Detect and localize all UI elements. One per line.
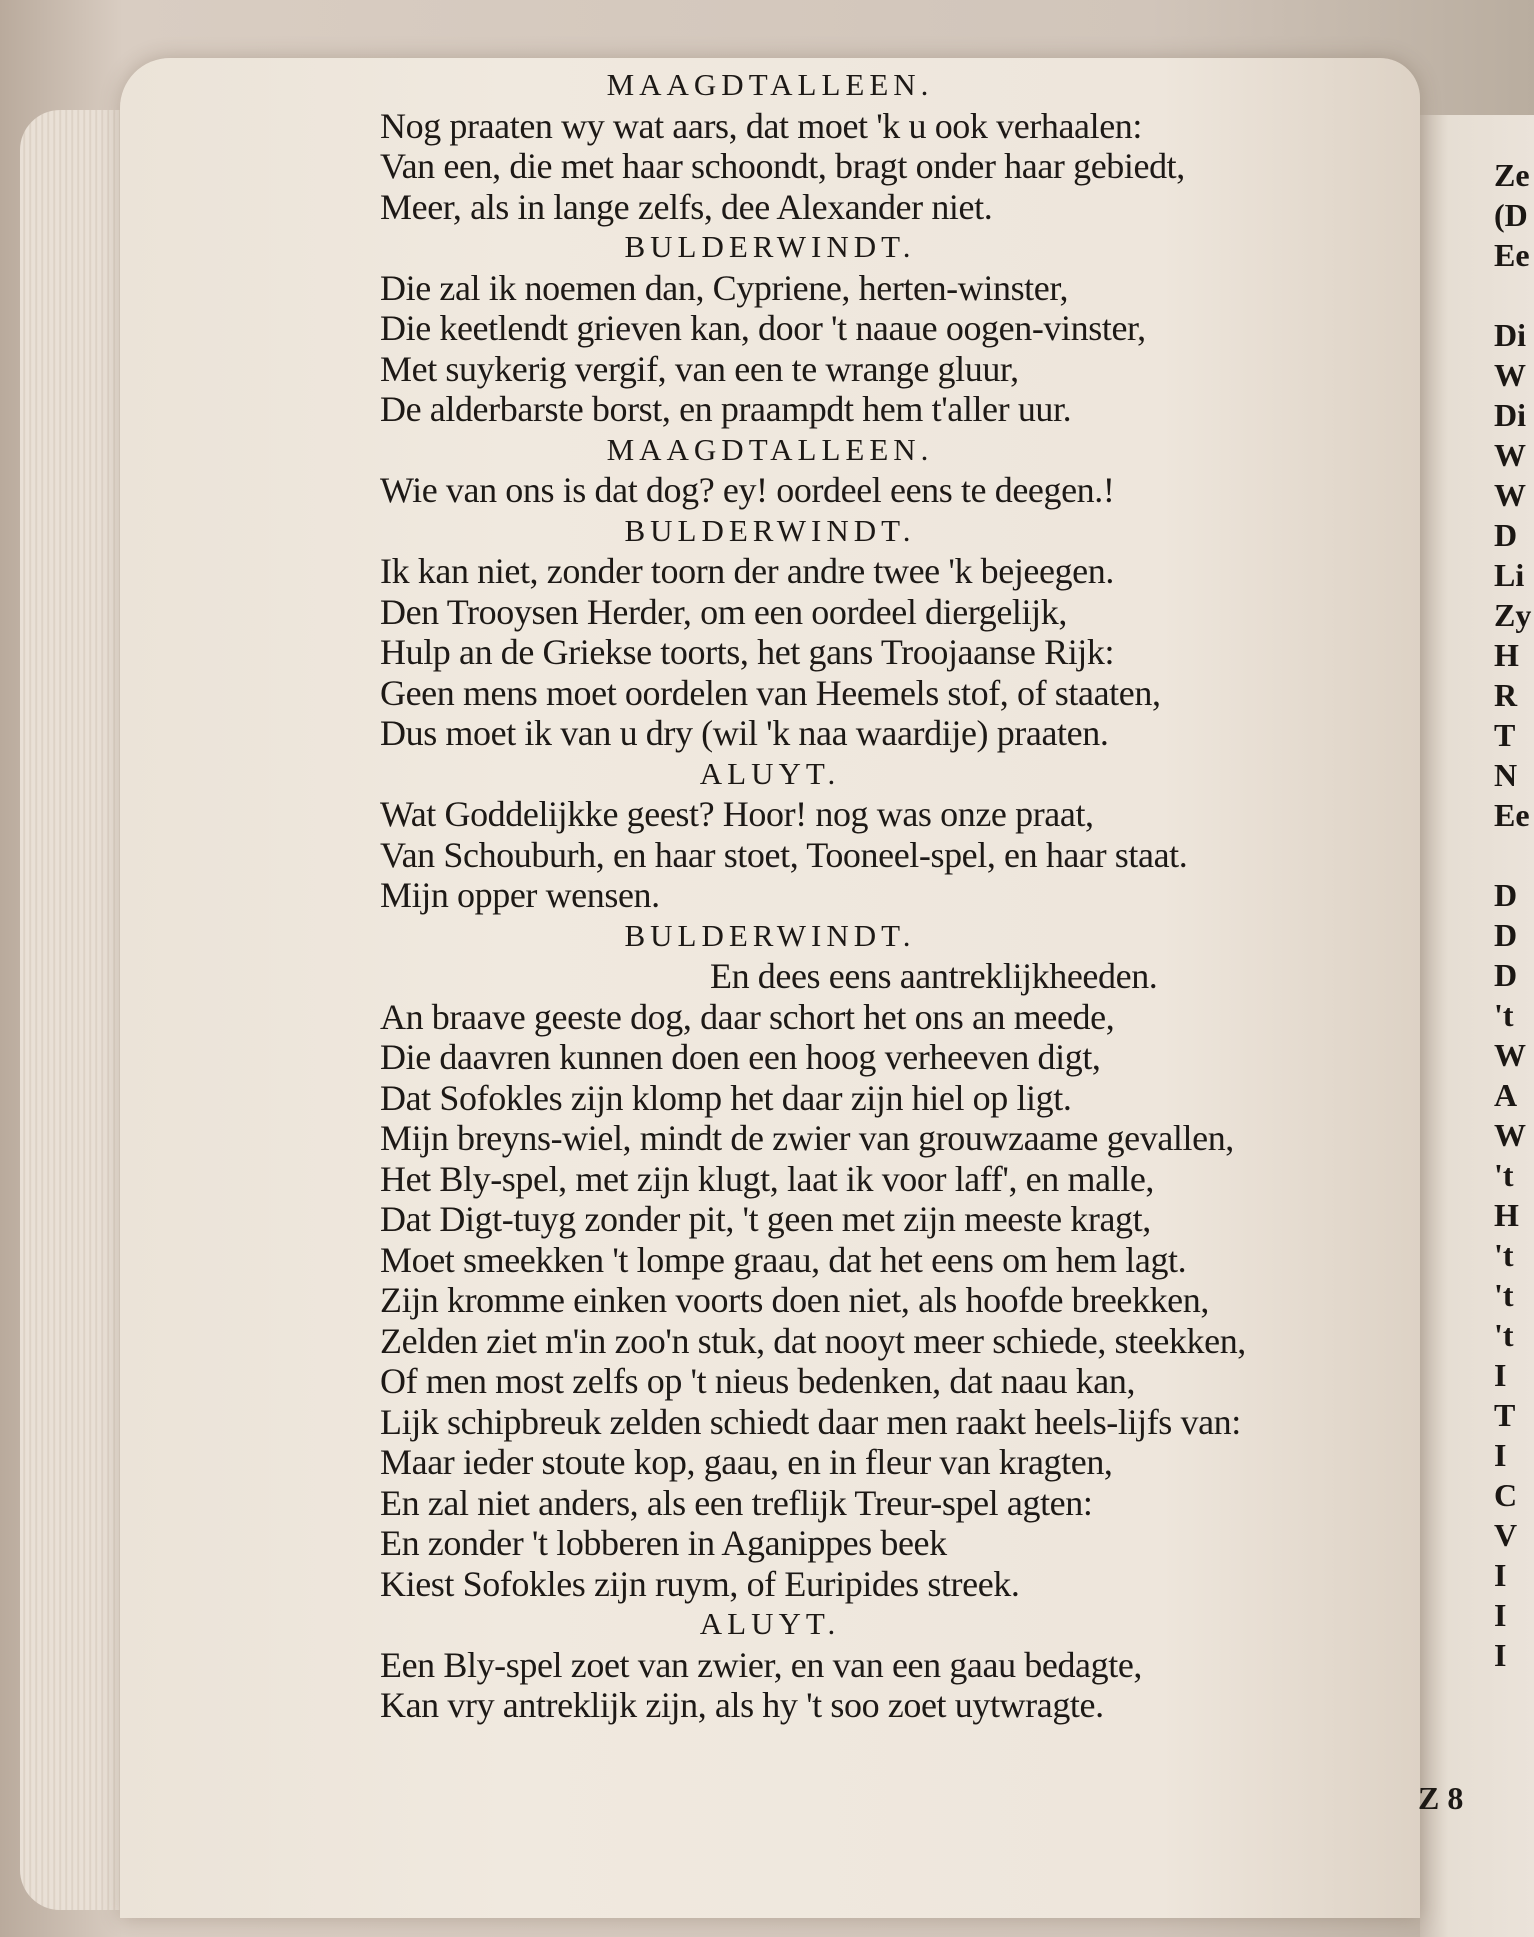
verse-line: Een Bly-spel zoet van zwier, en van een gaau bedagte, [380, 1644, 1143, 1685]
facing-page-text [1494, 155, 1534, 1855]
speaker-name: BULDERWINDT. [624, 512, 916, 548]
verse-line: Hulp an de Griekse toorts, het gans Troojaanse Rijk: [380, 632, 1115, 672]
facing-page-line-start: V [1494, 1517, 1518, 1553]
verse-line: Dat Digt-tuyg zonder pit, 't geen met zijn meeste kragt, [380, 1199, 1151, 1239]
facing-page-line-start: Li [1494, 557, 1525, 593]
facing-page-line-start: D [1494, 877, 1518, 913]
facing-page-line-start: A [1494, 1077, 1518, 1113]
facing-page-line-start: 't [1494, 997, 1514, 1033]
verse-line: Wat Goddelijkke geest? Hoor! nog was onze praat, [380, 794, 1094, 834]
verse-line: Die daavren kunnen doen een hoog verheeven digt, [380, 1037, 1101, 1077]
facing-page-line-start: D [1494, 957, 1518, 993]
verse-line: En zonder 't lobberen in Aganippes beek [380, 1523, 947, 1563]
verse-line: Kan vry antreklijk zijn, als hy 't soo zoet uytwragte. [380, 1685, 1104, 1725]
speaker-name: BULDERWINDT. [624, 917, 916, 953]
facing-page-line-start: H [1494, 637, 1519, 673]
facing-page-line-start: I [1494, 1597, 1507, 1633]
facing-page-line-start: 't [1494, 1317, 1514, 1353]
facing-page-line-start: R [1494, 677, 1518, 713]
verse-line: Dus moet ik van u dry (wil 'k naa waardije) praaten. [380, 713, 1109, 753]
verse-line: Maar ieder stoute kop, gaau, en in fleur van kragten, [380, 1442, 1113, 1482]
verse-line: Ik kan niet, zonder toorn der andre twee 'k bejeegen. [380, 551, 1114, 591]
verse-line: Mijn breyns-wiel, mindt de zwier van grouwzaame gevallen, [380, 1118, 1234, 1158]
facing-page-line-start: I [1494, 1637, 1507, 1673]
facing-page-line-start: (D [1494, 197, 1528, 233]
facing-page-line-start [1494, 275, 1534, 315]
facing-page-line-start: I [1494, 1557, 1507, 1593]
verse-line: Het Bly-spel, met zijn klugt, laat ik voor laff', en malle, [380, 1158, 1155, 1199]
verse-line: Of men most zelfs op 't nieus bedenken, dat naau kan, [380, 1361, 1136, 1401]
facing-page-line-start: H [1494, 1197, 1519, 1233]
verse-line: Den Trooysen Herder, om een oordeel diergelijk, [380, 591, 1067, 632]
running-header: MAAGDTALLEEN. [606, 67, 934, 102]
verse-line: Moet smeekken 't lompe graau, dat het eens om hem lagt. [380, 1239, 1187, 1280]
verse-line: Van Schouburh, en haar stoet, Tooneel-spel, en haar staat. [380, 834, 1188, 875]
verse-line: Zijn kromme einken voorts doen niet, als hoofde breekken, [380, 1280, 1209, 1320]
speaker-name: BULDERWINDT. [624, 229, 916, 264]
verse-line: Kiest Sofokles zijn ruym, of Euripides streek. [380, 1563, 1020, 1604]
verse-line: Mijn opper wensen. [380, 875, 660, 915]
facing-page-line-start: C [1494, 1477, 1518, 1513]
verse-line: De alderbarste borst, en praampdt hem t'aller uur. [380, 389, 1072, 429]
facing-page-line-start: I [1494, 1357, 1507, 1393]
facing-page-line-start: Ee [1494, 797, 1530, 833]
verse-line: Van een, die met haar schoondt, bragt onder haar gebiedt, [380, 146, 1185, 186]
speaker-name: ALUYT. [699, 1606, 841, 1641]
verse-line: En dees eens aantreklijkheeden. [710, 956, 1158, 996]
verse-line: An braave geeste dog, daar schort het ons an meede, [380, 996, 1115, 1037]
verse-lines [380, 106, 1420, 1726]
facing-page-line-start: T [1494, 717, 1516, 753]
facing-page-line-start: 't [1494, 1277, 1514, 1313]
speaker-name: ALUYT. [699, 755, 841, 791]
verse-line: Meer, als in lange zelfs, dee Alexander niet. [380, 186, 993, 227]
facing-page-line-start: D [1494, 917, 1518, 953]
facing-page-line-start: W [1494, 437, 1526, 473]
facing-page-line-start: W [1494, 477, 1526, 513]
facing-page-line-start: Di [1494, 317, 1526, 353]
facing-page-line-start: 't [1494, 1237, 1514, 1273]
facing-page-line-start: Di [1494, 397, 1526, 433]
verse-line: Zelden ziet m'in zoo'n stuk, dat nooyt meer schiede, steekken, [380, 1320, 1246, 1361]
verse-line: Die keetlendt grieven kan, door 't naaue oogen-vinster, [380, 308, 1146, 348]
verse-line: Lijk schipbreuk zelden schiedt daar men raakt heels-lijfs van: [380, 1401, 1241, 1442]
verse-line: En zal niet anders, als een treflijk Treur-spel agten: [380, 1482, 1093, 1523]
verse-line: Wie van ons is dat dog? ey! oordeel eens te deegen.! [380, 470, 1115, 510]
page-text-block [380, 65, 1420, 1726]
facing-page-line-start: 't [1494, 1157, 1514, 1193]
verse-line: Die zal ik noemen dan, Cypriene, herten-winster, [380, 267, 1069, 308]
facing-page-line-start: N [1494, 757, 1518, 793]
facing-page-line-start: T [1494, 1397, 1516, 1433]
facing-page-line-start: Ee [1494, 237, 1530, 273]
facing-page-line-start: W [1494, 357, 1526, 393]
facing-page-line-start: W [1494, 1037, 1526, 1073]
verse-line: Met suykerig vergif, van een te wrange gluur, [380, 348, 1019, 389]
facing-page-line-start: W [1494, 1117, 1526, 1153]
facing-page-line-start: I [1494, 1437, 1507, 1473]
speaker-name: MAAGDTALLEEN. [606, 431, 934, 467]
verse-line: Geen mens moet oordelen van Heemels stof, of staaten, [380, 672, 1161, 713]
signature-mark: Z 8 [1418, 1780, 1464, 1816]
facing-page-line-start: D [1494, 517, 1518, 553]
facing-page-line-start: Ze [1494, 157, 1530, 193]
verse-line: Nog praaten wy wat aars, dat moet 'k u ook verhaalen: [380, 105, 1143, 146]
verse-line: Dat Sofokles zijn klomp het daar zijn hiel op ligt. [380, 1077, 1072, 1118]
facing-page-line-start: Zy [1494, 597, 1532, 633]
facing-page-line-start [1494, 835, 1534, 875]
